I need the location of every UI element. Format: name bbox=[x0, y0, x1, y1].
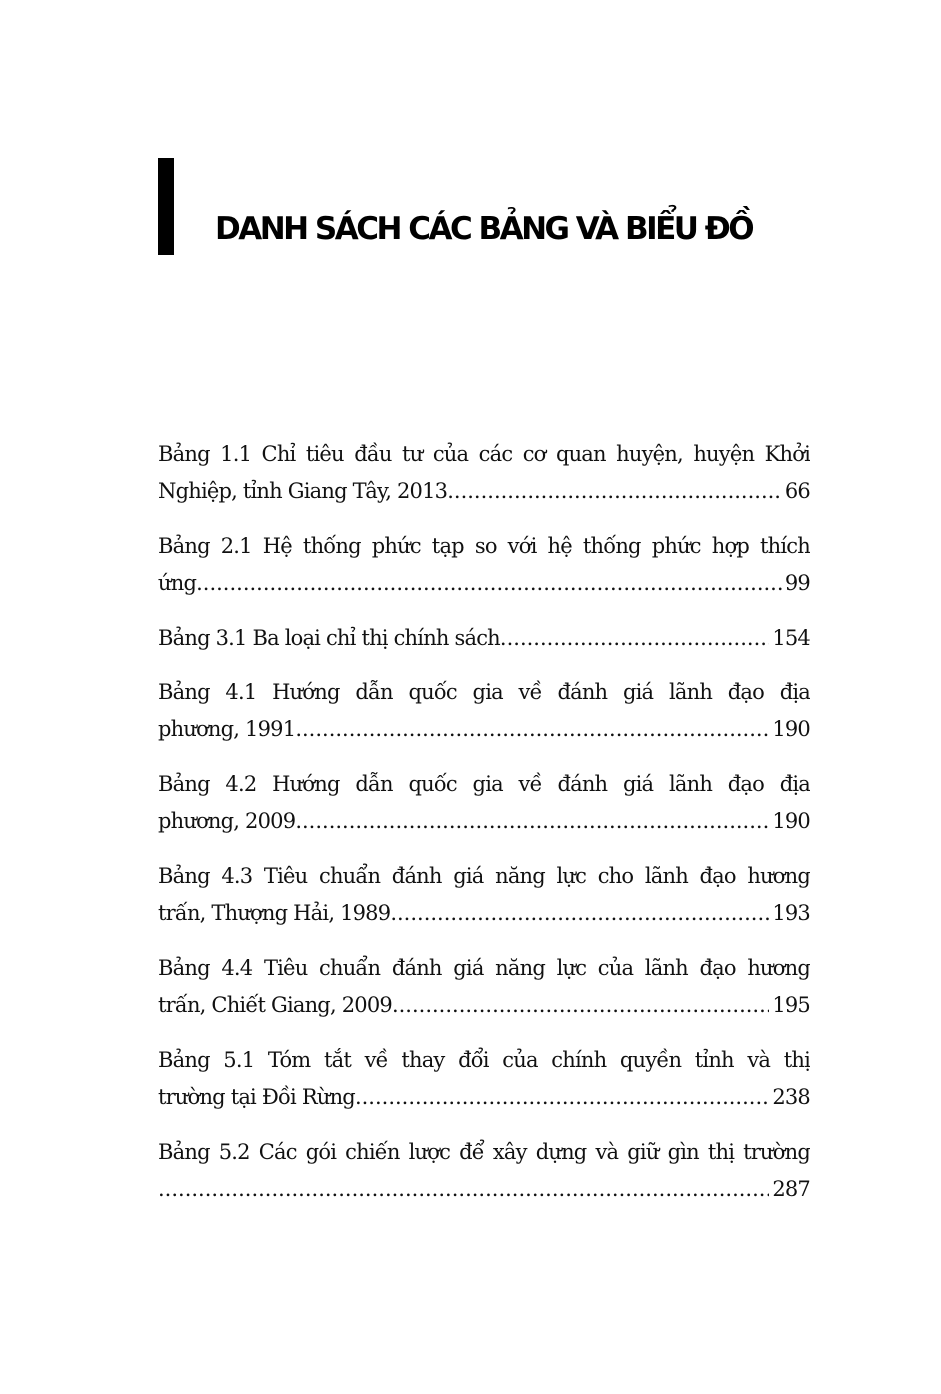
entry-title-continuation: trấn, Chiết Giang, 2009 bbox=[158, 993, 392, 1017]
entry-leader-line bbox=[158, 565, 810, 602]
entry-title-line: Bảng 2.1 Hệ thống phức tạp so với hệ thống phức hợp thích bbox=[158, 534, 810, 558]
entry-title-continuation: trấn, Thượng Hải, 1989 bbox=[158, 901, 391, 925]
entry-title-continuation: phương, 2009 bbox=[158, 809, 296, 833]
page-number: 238 bbox=[772, 1085, 810, 1109]
entry-leader-line bbox=[158, 987, 810, 1024]
entry-title-line: Bảng 5.1 Tóm tắt về thay đổi của chính quyền tỉnh và thị bbox=[158, 1048, 810, 1072]
dot-leader bbox=[447, 473, 782, 510]
list-item[interactable] bbox=[158, 858, 810, 932]
page-number: 190 bbox=[772, 717, 810, 741]
dot-leader bbox=[158, 1171, 769, 1208]
dot-leader bbox=[500, 620, 769, 657]
page-number: 195 bbox=[772, 993, 810, 1017]
page-number: 287 bbox=[772, 1177, 810, 1201]
page-number: 66 bbox=[784, 479, 810, 503]
dot-leader bbox=[392, 987, 769, 1024]
entry-title-continuation: trường tại Đồi Rừng bbox=[158, 1085, 355, 1109]
dot-leader bbox=[390, 895, 769, 932]
list-item[interactable] bbox=[158, 1042, 810, 1116]
entry-leader-line bbox=[158, 803, 810, 840]
entry-title-continuation: Bảng 3.1 Ba loại chỉ thị chính sách bbox=[158, 626, 500, 650]
list-item[interactable] bbox=[158, 766, 810, 840]
entry-title-line: Bảng 5.2 Các gói chiến lược để xây dựng và giữ gìn thị trường bbox=[158, 1140, 810, 1164]
page-number: 154 bbox=[772, 626, 810, 650]
entry-leader-line bbox=[158, 1171, 810, 1208]
entry-title-line: Bảng 4.2 Hướng dẫn quốc gia về đánh giá lãnh đạo địa bbox=[158, 772, 810, 796]
dot-leader bbox=[295, 803, 769, 840]
page-number: 190 bbox=[772, 809, 810, 833]
list-item[interactable] bbox=[158, 528, 810, 602]
list-item[interactable] bbox=[158, 950, 810, 1024]
dot-leader bbox=[295, 711, 769, 748]
list-item[interactable] bbox=[158, 436, 810, 510]
list-item[interactable] bbox=[158, 1134, 810, 1208]
entry-title-line: Bảng 4.1 Hướng dẫn quốc gia về đánh giá lãnh đạo địa bbox=[158, 680, 810, 704]
page-title: DANH SÁCH CÁC BẢNG VÀ BIỂU ĐỒ bbox=[215, 211, 753, 247]
entry-leader-line bbox=[158, 711, 810, 748]
entry-title-continuation: Nghiệp, tỉnh Giang Tây, 2013 bbox=[158, 479, 448, 503]
page-number: 99 bbox=[784, 571, 810, 595]
entry-title-line: Bảng 1.1 Chỉ tiêu đầu tư của các cơ quan huyện, huyện Khởi bbox=[158, 442, 810, 466]
list-item[interactable] bbox=[158, 674, 810, 748]
entry-title-line: Bảng 4.3 Tiêu chuẩn đánh giá năng lực cho lãnh đạo hương bbox=[158, 864, 810, 888]
dot-leader bbox=[355, 1079, 769, 1116]
list-item[interactable] bbox=[158, 620, 810, 657]
entry-leader-line bbox=[158, 895, 810, 932]
page-number: 193 bbox=[772, 901, 810, 925]
entry-title-continuation: phương, 1991 bbox=[158, 717, 296, 741]
entry-leader-line bbox=[158, 620, 810, 657]
title-accent-bar bbox=[158, 158, 174, 255]
entry-leader-line bbox=[158, 1079, 810, 1116]
entry-leader-line bbox=[158, 473, 810, 510]
dot-leader bbox=[196, 565, 782, 602]
entry-title-continuation: ứng bbox=[158, 571, 197, 595]
entry-title-line: Bảng 4.4 Tiêu chuẩn đánh giá năng lực của lãnh đạo hương bbox=[158, 956, 810, 980]
